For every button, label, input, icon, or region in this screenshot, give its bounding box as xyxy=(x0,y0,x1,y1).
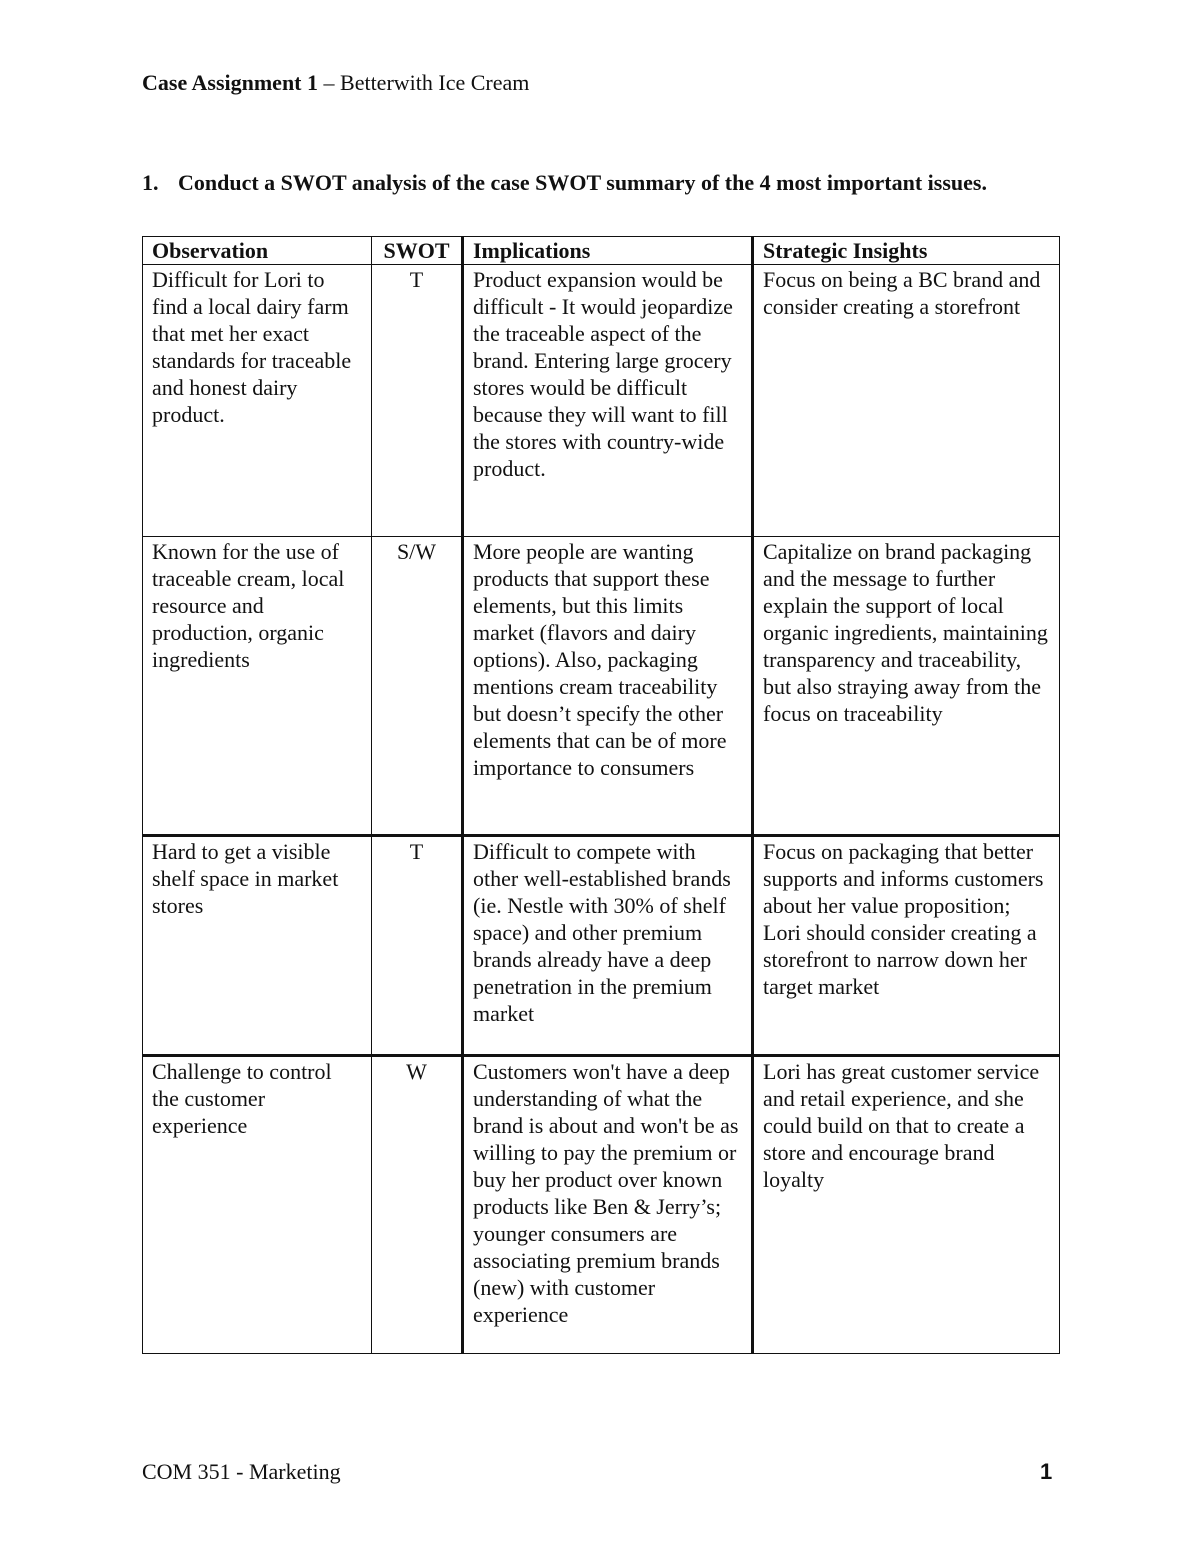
page-number: 1 xyxy=(1040,1459,1053,1484)
implications-cell: More people are wanting products that support these elements, but this limits market (flavors and dairy options). Also, packaging mentions cream traceability but doesn’t specify the other elements that can be of more importance to consumers xyxy=(463,537,753,836)
swot-cell: S/W xyxy=(372,537,463,836)
insights-cell: Focus on being a BC brand and consider creating a storefront xyxy=(753,265,1060,537)
observation-cell: Known for the use of traceable cream, local resource and production, organic ingredients xyxy=(143,537,372,836)
swot-cell: T xyxy=(372,836,463,1056)
table-row xyxy=(143,265,1060,537)
column-header-strategic-insights: Strategic Insights xyxy=(753,237,1060,265)
implications-cell: Customers won't have a deep understanding of what the brand is about and won't be as willing to pay the premium or buy her product over known products like Ben & Jerry’s; younger consumers are associating premium brands (new) with customer experience xyxy=(463,1056,753,1354)
observation-cell: Hard to get a visible shelf space in market stores xyxy=(143,836,372,1056)
document-title-rest: – Betterwith Ice Cream xyxy=(318,70,530,95)
document-title xyxy=(142,68,529,98)
implications-cell: Product expansion would be difficult - It would jeopardize the traceable aspect of the brand. Entering large grocery stores would be difficult because they will want to fill the stores with country-wide product. xyxy=(463,265,753,537)
insights-cell: Lori has great customer service and retail experience, and she could build on that to create a store and encourage brand loyalty xyxy=(753,1056,1060,1354)
column-header-swot: SWOT xyxy=(372,237,463,265)
insights-cell: Focus on packaging that better supports and informs customers about her value proposition; Lori should consider creating a storefront to narrow down her target market xyxy=(753,836,1060,1056)
footer-course: COM 351 - Marketing xyxy=(142,1459,341,1484)
table-row xyxy=(143,537,1060,836)
table-row xyxy=(143,836,1060,1056)
observation-cell: Difficult for Lori to find a local dairy farm that met her exact standards for traceable and honest dairy product. xyxy=(143,265,372,537)
question-number: 1. xyxy=(142,170,159,195)
swot-cell: W xyxy=(372,1056,463,1354)
implications-cell: Difficult to compete with other well-established brands (ie. Nestle with 30% of shelf space) and other premium brands already have a deep penetration in the premium market xyxy=(463,836,753,1056)
question-heading xyxy=(142,168,1102,198)
question-text: Conduct a SWOT analysis of the case SWOT summary of the 4 most important issues. xyxy=(178,170,987,195)
table-header-row xyxy=(143,237,1060,265)
table-row xyxy=(143,1056,1060,1354)
document-title-bold: Case Assignment 1 xyxy=(142,70,319,95)
column-header-implications: Implications xyxy=(463,237,753,265)
insights-cell: Capitalize on brand packaging and the message to further explain the support of local organic ingredients, maintaining transparency and traceability, but also straying away from the focus on traceability xyxy=(753,537,1060,836)
column-header-observation: Observation xyxy=(143,237,372,265)
observation-cell: Challenge to control the customer experience xyxy=(143,1056,372,1354)
swot-cell: T xyxy=(372,265,463,537)
swot-table xyxy=(142,236,1060,1354)
